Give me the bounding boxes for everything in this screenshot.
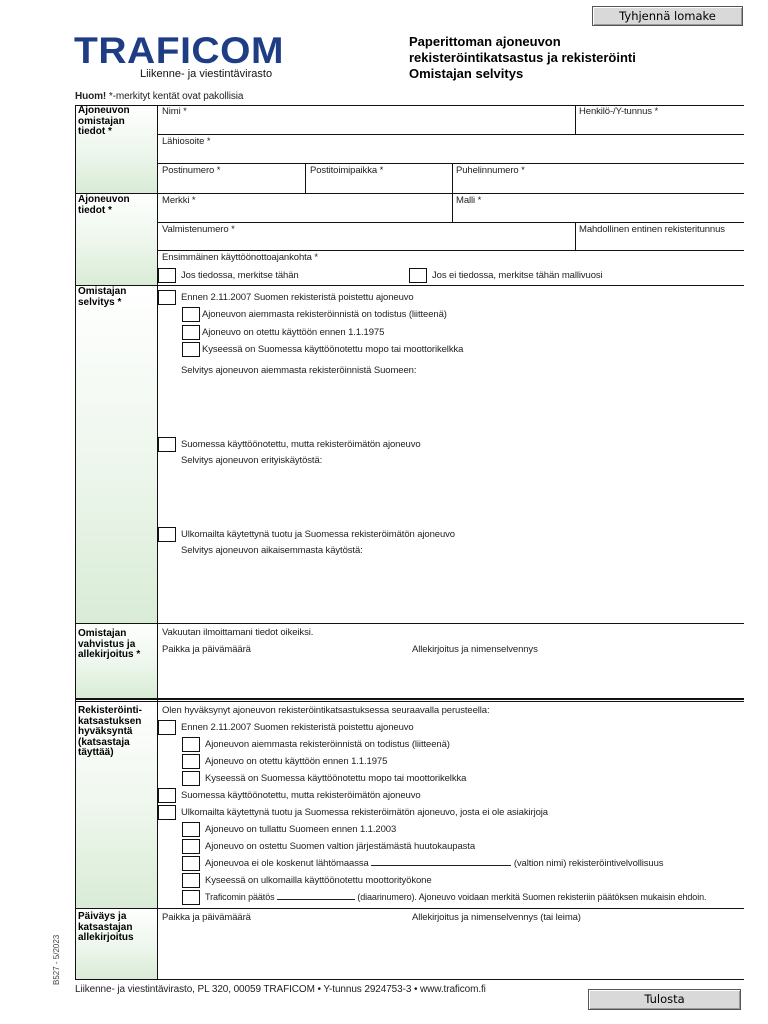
city-field[interactable]: Postitoimipaikka * [310,165,384,176]
appr-opt1c-checkbox[interactable] [182,771,200,786]
rule-owner-2 [157,163,744,164]
print-button[interactable]: Tulosta [588,989,741,1010]
confirm-statement: Vakuutan ilmoittamani tiedot oikeiksi. [162,627,314,638]
exp-opt2-label: Suomessa käyttöönotettu, mutta rekisteröimätön ajoneuvo [181,439,421,450]
svg-text:TRAFICOM: TRAFICOM [74,33,284,67]
traficom-wordmark [74,33,286,67]
exp-opt1-text-area[interactable] [180,378,740,434]
appr-opt3e-post: (diaarinumero). Ajoneuvo voidaan merkitä Suomen rekisteriin päätöksen mukaisin ehdoin. [357,892,707,902]
section-explanation: Omistajan selvitys * [78,286,127,308]
first-use-label: Ensimmäinen käyttöönottoajankohta * [162,252,318,263]
first-use-unknown-label: Jos ei tiedossa, merkitse tähän mallivuosi [432,270,603,281]
exp-opt2-checkbox[interactable] [158,437,176,452]
phone-field[interactable]: Puhelinnumero * [456,165,525,176]
section-vehicle: Ajoneuvon tiedot * [78,194,130,216]
logo-subtitle: Liikenne- ja viestintävirasto [140,68,273,80]
appr-opt2-checkbox[interactable] [158,788,176,803]
rule-approval-bottom [75,908,744,909]
exp-opt3-label: Ulkomailta käytettynä tuotu ja Suomessa rekisteröimätön ajoneuvo [181,529,455,540]
required-note [75,91,243,102]
appr-opt3c-label [205,858,663,869]
first-use-known-checkbox[interactable] [158,268,176,283]
exp-opt1c-checkbox[interactable] [182,342,200,357]
rule-bottom [75,979,744,980]
form-code: B527 - 5/2023 [52,934,61,985]
clear-form-button[interactable]: Tyhjennä lomake [592,6,743,26]
rule-label-divider [157,105,158,980]
name-field[interactable]: Nimi * [162,106,187,117]
rule-vehicle-v2 [575,222,576,250]
postcode-field[interactable]: Postinumero * [162,165,221,176]
rule-owner-1 [157,134,744,135]
appr-opt3-checkbox[interactable] [158,805,176,820]
exp-opt3-text-label: Selvitys ajoneuvon aikaisemmasta käytöstä: [181,545,363,556]
exp-opt1-checkbox[interactable] [158,290,176,305]
confirm-place-date-field[interactable]: Paikka ja päivämäärä [162,644,251,655]
appr-opt3e-label [205,892,706,902]
appr-opt3b-checkbox[interactable] [182,839,200,854]
label-bg-explanation [75,285,157,623]
appr-opt1c-label: Kyseessä on Suomessa käyttöönotettu mopo tai moottorikelkka [205,773,467,784]
exp-opt2-text-area[interactable] [180,468,740,524]
exp-opt2-text-label: Selvitys ajoneuvon erityiskäytöstä: [181,455,323,466]
footer-address: Liikenne- ja viestintävirasto, PL 320, 00059 TRAFICOM • Y-tunnus 2924753-3 • www.traficom.fi [75,984,486,995]
title-line-1: Paperittoman ajoneuvon [409,34,561,49]
exp-opt1b-label: Ajoneuvo on otettu käyttöön ennen 1.1.1975 [202,327,385,338]
first-use-known-label: Jos tiedossa, merkitse tähän [181,270,299,281]
appr-opt2-label: Suomessa käyttöönotettu, mutta rekisteröimätön ajoneuvo [181,790,421,801]
note-bold: Huom! [75,91,107,102]
inspector-signature-field[interactable]: Allekirjoitus ja nimenselvennys (tai leima) [412,912,581,923]
traficom-logo [74,33,286,83]
rule-confirm-bottom [75,698,744,700]
exp-opt1-text-label: Selvitys ajoneuvon aiemmasta rekisteröinnistä Suomeen: [181,365,417,376]
first-use-unknown-checkbox[interactable] [409,268,427,283]
appr-opt3c-checkbox[interactable] [182,856,200,871]
appr-opt3b-label: Ajoneuvo on ostettu Suomen valtion järjestämästä huutokaupasta [205,841,476,852]
note-text: *-merkityt kentät ovat pakollisia [106,91,244,102]
exp-opt1a-checkbox[interactable] [182,307,200,322]
appr-opt3c-post: (valtion nimi) rekisteröintivelvollisuus [513,858,664,869]
id-field[interactable]: Henkilö-/Y-tunnus * [579,106,659,117]
exp-opt1c-label: Kyseessä on Suomessa käyttöönotettu mopo tai moottorikelkka [202,344,464,355]
exp-opt1a-label: Ajoneuvon aiemmasta rekisteröinnistä on todistus (liitteenä) [202,309,447,320]
rule-owner-v3 [452,163,453,193]
appr-opt1-label: Ennen 2.11.2007 Suomen rekisteristä poistettu ajoneuvo [181,722,414,733]
rule-left [75,105,76,980]
rule-owner-3 [75,193,744,194]
approval-intro: Olen hyväksynyt ajoneuvon rekisteröintikatsastuksessa seuraavalla perusteella: [162,705,490,716]
country-name-field[interactable] [371,858,511,866]
exp-opt1b-checkbox[interactable] [182,325,200,340]
exp-opt3-checkbox[interactable] [158,527,176,542]
form-title [409,34,749,82]
title-line-3: Omistajan selvitys [409,66,524,81]
address-field[interactable]: Lähiosoite * [162,136,211,147]
inspector-place-date-field[interactable]: Paikka ja päivämäärä [162,912,251,923]
appr-opt1-checkbox[interactable] [158,720,176,735]
rule-explanation-bottom [75,623,744,624]
appr-opt3-label: Ulkomailta käytettynä tuotu ja Suomessa rekisteröimätön ajoneuvo, josta ei ole asiakirjoja [181,807,548,818]
rule-vehicle-v1 [452,193,453,222]
title-line-2: rekisteröintikatsastus ja rekisteröinti [409,50,636,65]
confirm-signature-field[interactable]: Allekirjoitus ja nimenselvennys [412,644,538,655]
exp-opt1-label: Ennen 2.11.2007 Suomen rekisteristä poistettu ajoneuvo [181,292,414,303]
section-owner: Ajoneuvon omistajan tiedot * [78,105,130,137]
rule-vehicle-3 [75,285,744,286]
appr-opt3c-pre: Ajoneuvoa ei ole koskenut lähtömaassa [205,858,369,869]
model-field[interactable]: Malli * [456,195,482,206]
rule-owner-v1 [575,105,576,134]
rule-vehicle-1 [157,222,744,223]
rule-owner-v2 [305,163,306,193]
appr-opt1b-label: Ajoneuvo on otettu käyttöön ennen 1.1.1975 [205,756,388,767]
section-approval: Rekisteröinti-katsastuksen hyväksyntä (katsastaja täyttää) [78,705,142,758]
appr-opt3a-label: Ajoneuvo on tullattu Suomeen ennen 1.1.2003 [205,824,397,835]
section-inspector: Päiväys ja katsastajan allekirjoitus [78,911,134,943]
appr-opt1a-checkbox[interactable] [182,737,200,752]
appr-opt3e-pre: Traficomin päätös [205,892,275,902]
appr-opt3e-checkbox[interactable] [182,890,200,905]
appr-opt3d-checkbox[interactable] [182,873,200,888]
make-field[interactable]: Merkki * [162,195,196,206]
appr-opt1b-checkbox[interactable] [182,754,200,769]
rule-confirm-bottom-2 [75,701,744,702]
appr-opt3d-label: Kyseessä on ulkomailla käyttöönotettu moottorityökone [205,875,432,886]
prev-reg-field[interactable]: Mahdollinen entinen rekisteritunnus [579,224,725,235]
appr-opt3a-checkbox[interactable] [182,822,200,837]
rule-vehicle-2 [157,250,744,251]
diary-number-field[interactable] [277,892,355,900]
appr-opt1a-label: Ajoneuvon aiemmasta rekisteröinnistä on todistus (liitteenä) [205,739,450,750]
section-confirm: Omistajan vahvistus ja allekirjoitus * [78,628,141,660]
exp-opt3-text-area[interactable] [180,558,740,620]
serial-field[interactable]: Valmistenumero * [162,224,235,235]
